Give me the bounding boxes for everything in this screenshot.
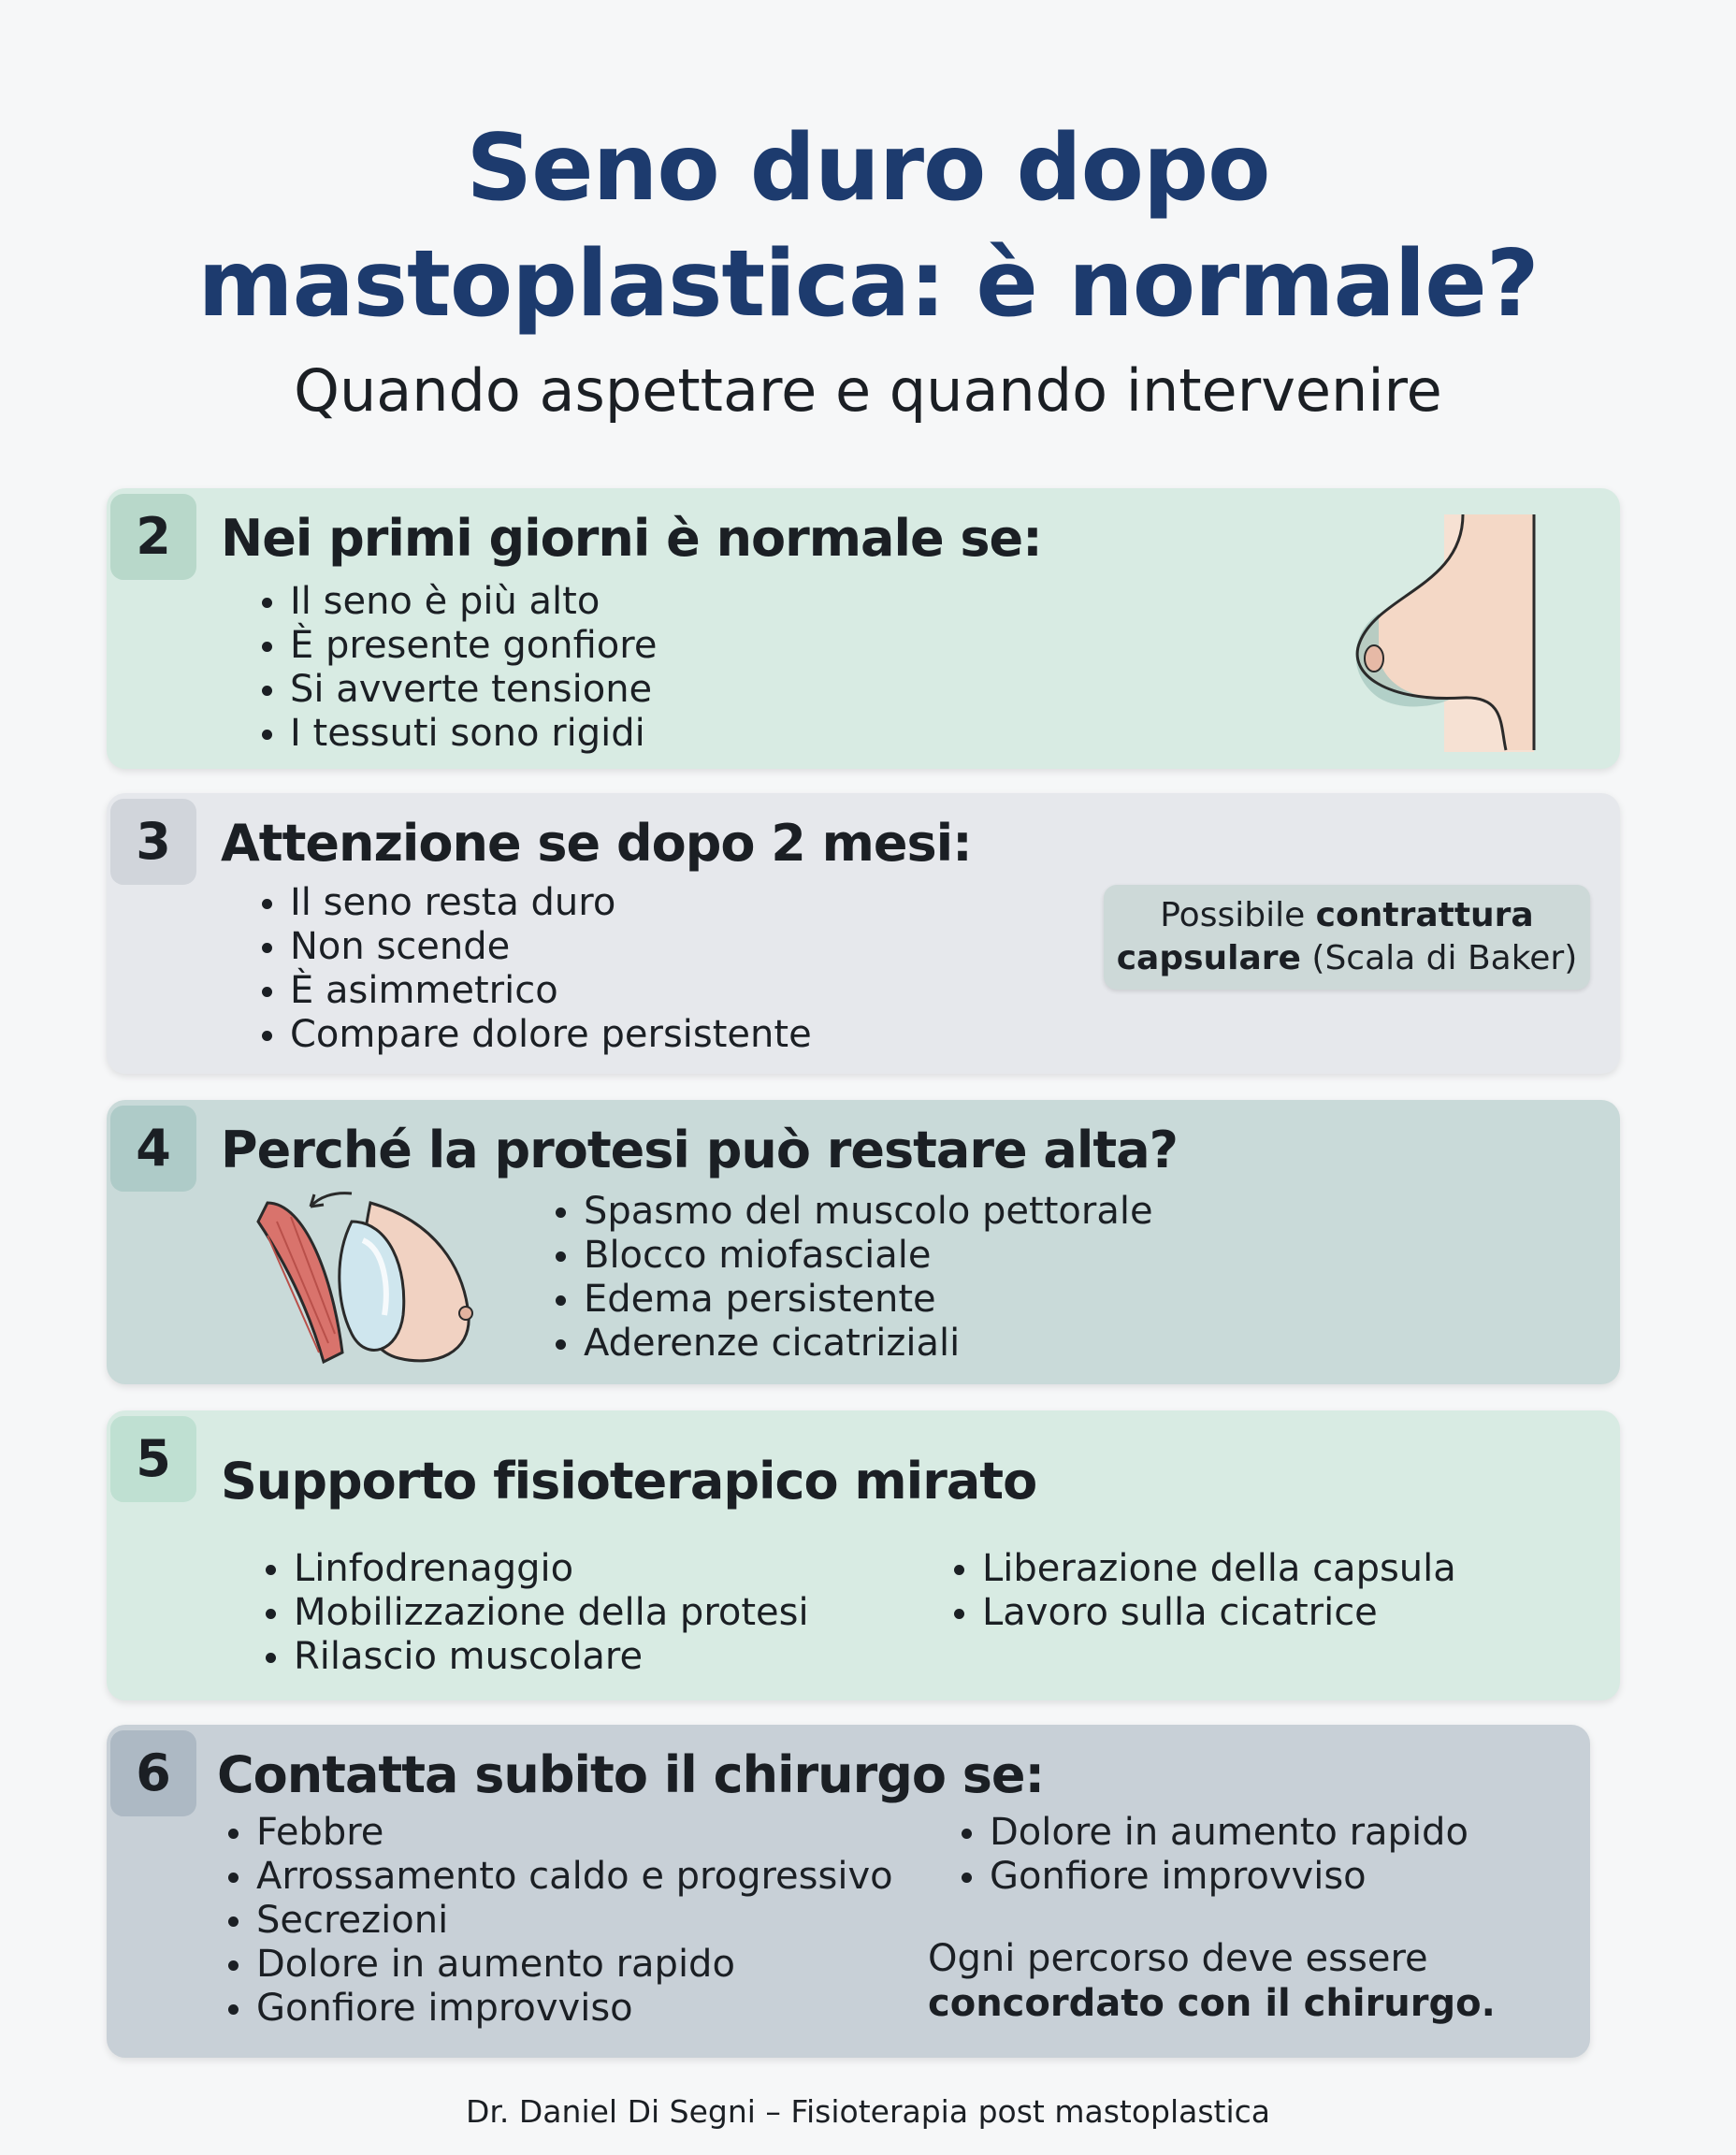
bullet-list bbox=[550, 1190, 1153, 1366]
section-title: Attenzione se dopo 2 mesi: bbox=[221, 814, 972, 873]
section-number: 2 bbox=[110, 494, 196, 580]
list-item: Compare dolore persistente bbox=[256, 1013, 812, 1057]
section-number: 3 bbox=[110, 799, 196, 885]
surgeon-agreement-note bbox=[928, 1936, 1496, 2026]
footer-credit: Dr. Daniel Di Segni – Fisioterapia post mastoplastica bbox=[465, 2093, 1271, 2130]
note-line-1: Ogni percorso deve essere bbox=[928, 1937, 1428, 1980]
list-item: Dolore in aumento rapido bbox=[956, 1811, 1468, 1855]
bullet-list-right bbox=[948, 1547, 1456, 1635]
list-item: Edema persistente bbox=[550, 1278, 1153, 1322]
title-line-1: Seno duro dopo bbox=[466, 115, 1270, 222]
note-bold: contrattura bbox=[1315, 896, 1534, 934]
section-why-implant-stays-high bbox=[107, 1100, 1620, 1384]
bullet-list bbox=[256, 881, 812, 1057]
note-text: (Scala di Baker) bbox=[1300, 939, 1578, 977]
header bbox=[0, 110, 1736, 427]
section-number: 6 bbox=[110, 1730, 196, 1816]
list-item: Secrezioni bbox=[223, 1899, 893, 1943]
pectoral-muscle-implant-icon bbox=[249, 1184, 492, 1371]
section-normal-first-days bbox=[107, 488, 1620, 769]
list-item: Liberazione della capsula bbox=[948, 1547, 1456, 1591]
list-item: Aderenze cicatriziali bbox=[550, 1322, 1153, 1366]
list-item: Blocco miofasciale bbox=[550, 1234, 1153, 1278]
list-item: Dolore in aumento rapido bbox=[223, 1943, 893, 1987]
breast-profile-icon bbox=[1323, 511, 1566, 754]
section-contact-surgeon bbox=[107, 1725, 1590, 2058]
section-number: 4 bbox=[110, 1106, 196, 1192]
note-bold: capsulare bbox=[1116, 939, 1301, 977]
list-item: Non scende bbox=[256, 925, 812, 969]
list-item: Lavoro sulla cicatrice bbox=[948, 1591, 1456, 1635]
bullet-list bbox=[256, 580, 657, 756]
list-item: Mobilizzazione della protesi bbox=[260, 1591, 809, 1635]
title-line-2: mastoplastica: è normale? bbox=[197, 231, 1539, 338]
bullet-list-left bbox=[260, 1547, 809, 1679]
page-title bbox=[0, 110, 1736, 342]
section-title: Perché la protesi può restare alta? bbox=[221, 1121, 1178, 1179]
list-item: Il seno è più alto bbox=[256, 580, 657, 624]
list-item: Il seno resta duro bbox=[256, 881, 812, 925]
list-item: Si avverte tensione bbox=[256, 668, 657, 712]
note-text: Possibile bbox=[1160, 896, 1316, 934]
section-title: Contatta subito il chirurgo se: bbox=[217, 1745, 1045, 1804]
capsular-contracture-note bbox=[1104, 885, 1590, 990]
list-item: Gonfiore improvviso bbox=[223, 1987, 893, 2031]
section-attention-after-2-months bbox=[107, 793, 1620, 1074]
list-item: È presente gonfiore bbox=[256, 624, 657, 668]
list-item: Febbre bbox=[223, 1811, 893, 1855]
bullet-list-left bbox=[223, 1811, 893, 2031]
list-item: È asimmetrico bbox=[256, 969, 812, 1013]
section-physio-support bbox=[107, 1410, 1620, 1700]
bullet-list-right bbox=[956, 1811, 1468, 1899]
note-line-2: concordato con il chirurgo. bbox=[928, 1982, 1496, 2025]
list-item: I tessuti sono rigidi bbox=[256, 712, 657, 756]
section-number: 5 bbox=[110, 1416, 196, 1502]
list-item: Spasmo del muscolo pettorale bbox=[550, 1190, 1153, 1234]
list-item: Linfodrenaggio bbox=[260, 1547, 809, 1591]
list-item: Gonfiore improvviso bbox=[956, 1855, 1468, 1899]
list-item: Rilascio muscolare bbox=[260, 1635, 809, 1679]
page-subtitle: Quando aspettare e quando intervenire bbox=[294, 356, 1442, 425]
list-item: Arrossamento caldo e progressivo bbox=[223, 1855, 893, 1899]
section-title: Supporto fisioterapico mirato bbox=[221, 1452, 1037, 1511]
section-title: Nei primi giorni è normale se: bbox=[221, 509, 1042, 568]
